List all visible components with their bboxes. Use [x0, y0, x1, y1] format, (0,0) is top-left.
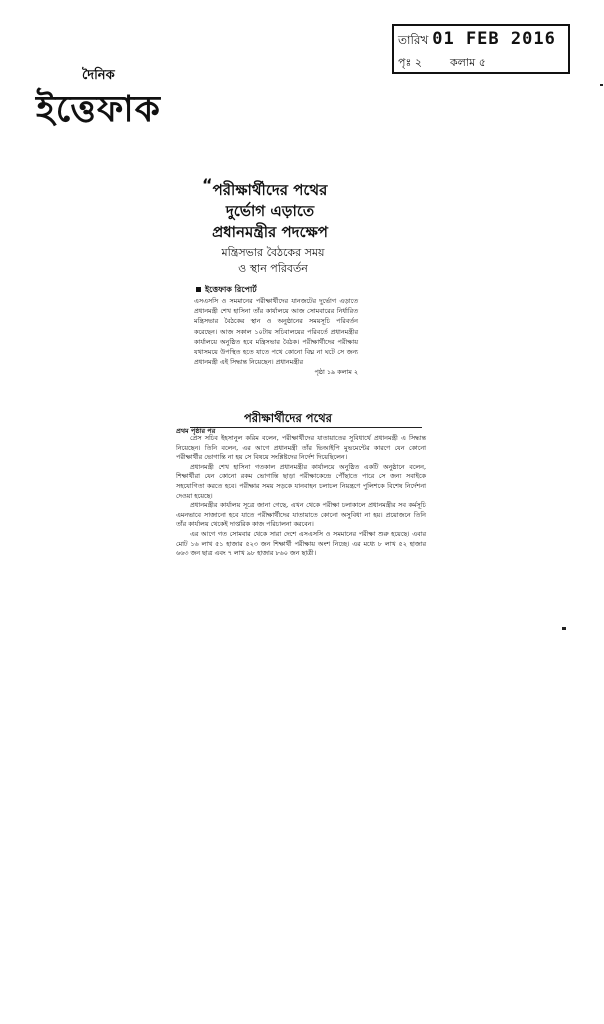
article-subhead [186, 245, 360, 277]
continued-lead: প্রথম পৃষ্ঠার পর [176, 427, 216, 435]
date-stamp [392, 24, 570, 74]
stamp-page-label: পৃঃ [398, 56, 412, 69]
masthead-logo: ইত্তেফাক [36, 89, 161, 130]
continued-title: পরীক্ষার্থীদের পথের [244, 411, 333, 425]
article-headline [180, 175, 360, 243]
scan-speck [562, 627, 566, 630]
page-reference: পৃষ্ঠা ১৯ কলাম ২ [314, 368, 358, 377]
reporter-name: ইত্তেফাক রিপোর্ট [205, 285, 257, 294]
square-bullet-icon [196, 287, 201, 292]
headline-line-2: দুর্ভোগ এড়াতে [225, 202, 315, 220]
stamp-page-row [398, 56, 486, 70]
article-body-text: এসএসসি ও সমমানের পরীক্ষার্থীদের যানজটের দুর্ভোগ এড়াতে প্রধানমন্ত্রী শেখ হাসিনা তাঁর কার্যালয়ে আজ সোমবারের নির্ধারিত মন্ত্রিসভার বৈঠকের স্থান ও অনুষ্ঠানের সময়সূচি পরিবর্তন করেছেন। আজ সকাল ১০টায় সচিবালয়ের পরিবর্তে প্রধানমন্ত্রীর কার্যালয়ে অনুষ্ঠিত হবে মন্ত্রিসভার বৈঠক। পরীক্ষার্থীদের পরীক্ষায় যথাসময়ে উপস্থিত হতে যাতে পথে কোনো বিঘ্ন না ঘটে সে জন্য প্রধানমন্ত্রী এই সিদ্ধান্ত নিয়েছেন। প্রধানমন্ত্রীর [194, 297, 358, 367]
continued-divider [190, 427, 422, 428]
stamp-date-row [398, 29, 556, 49]
stamp-page-value: ২ [414, 56, 422, 69]
subhead-line-2: ও স্থান পরিবর্তন [238, 262, 308, 275]
stamp-column-label: কলাম [449, 56, 476, 69]
continued-body [176, 434, 426, 559]
stamp-date: 01 FEB 2016 [432, 29, 556, 49]
continued-paragraph-2: প্রধানমন্ত্রী শেখ হাসিনা গতকাল প্রধানমন্ত্রীর কার্যালয়ে অনুষ্ঠিত একটি অনুষ্ঠানে বলেন, শিক্ষার্থীরা যেন কোনো রকম ভোগান্তি ছাড়া পরীক্ষাকেন্দ্রে পৌঁছাতে পারে সে জন্য সবাইকে সহযোগিতা করতে হবে। পরীক্ষার সময় সড়কে যানবাহন চলাচল নিয়ন্ত্রণে পুলিশকে বিশেষ নির্দেশনা দেওয়া হয়েছে। [176, 462, 426, 500]
stamp-date-label: তারিখ [398, 33, 429, 47]
continued-paragraph-4: এর আগে গত সোমবার থেকে সারা দেশে এসএসসি ও সমমানের পরীক্ষা শুরু হয়েছে। এবার মোট ১৬ লাখ ৫১ হাজার ৫২৩ জন শিক্ষার্থী পরীক্ষায় অংশ নিচ্ছে। এর মধ্যে ৮ লাখ ৫২ হাজার ৬৬৩ জন ছাত্র এবং ৭ লাখ ৯৮ হাজার ৮৬০ জন ছাত্রী। [176, 529, 426, 558]
article-body [194, 296, 358, 378]
headline-line-1: পরীক্ষার্থীদের পথের [212, 181, 328, 199]
continued-paragraph-3: প্রধানমন্ত্রীর কার্যালয় সূত্রে জানা গেছে, এখন থেকে পরীক্ষা চলাকালে প্রধানমন্ত্রীর সব কর্মসূচি এমনভাবে সাজানো হবে যাতে পরীক্ষার্থীদের যাতায়াতে কোনো অসুবিধা না হয়। প্রয়োজনে তিনি তাঁর কার্যালয় থেকেই দাপ্তরিক কাজ পরিচালনা করবেন। [176, 501, 426, 529]
headline-quote-mark: “ [202, 175, 213, 194]
subhead-line-1: মন্ত্রিসভার বৈঠকের সময় [221, 246, 325, 259]
headline-line-3: প্রধানমন্ত্রীর পদক্ষেপ [212, 223, 328, 241]
continued-paragraph-1: প্রেস সচিব ইহসানুল করিম বলেন, পরীক্ষার্থীদের যাতায়াতের সুবিধার্থে প্রধানমন্ত্রী এ সিদ্ধান্ত নিয়েছেন। তিনি বলেন, এর আগে প্রধানমন্ত্রী তাঁর ভিআইপি মুভমেন্টের কারণে যেন কোনো পরীক্ষার্থীর ভোগান্তি না হয় সে বিষয়ে সংশ্লিষ্টদের নির্দেশ দিয়েছিলেন। [176, 434, 426, 462]
stamp-column-value: ৫ [478, 56, 486, 69]
scan-speck [600, 84, 603, 86]
masthead-small: দৈনিক [82, 68, 115, 83]
